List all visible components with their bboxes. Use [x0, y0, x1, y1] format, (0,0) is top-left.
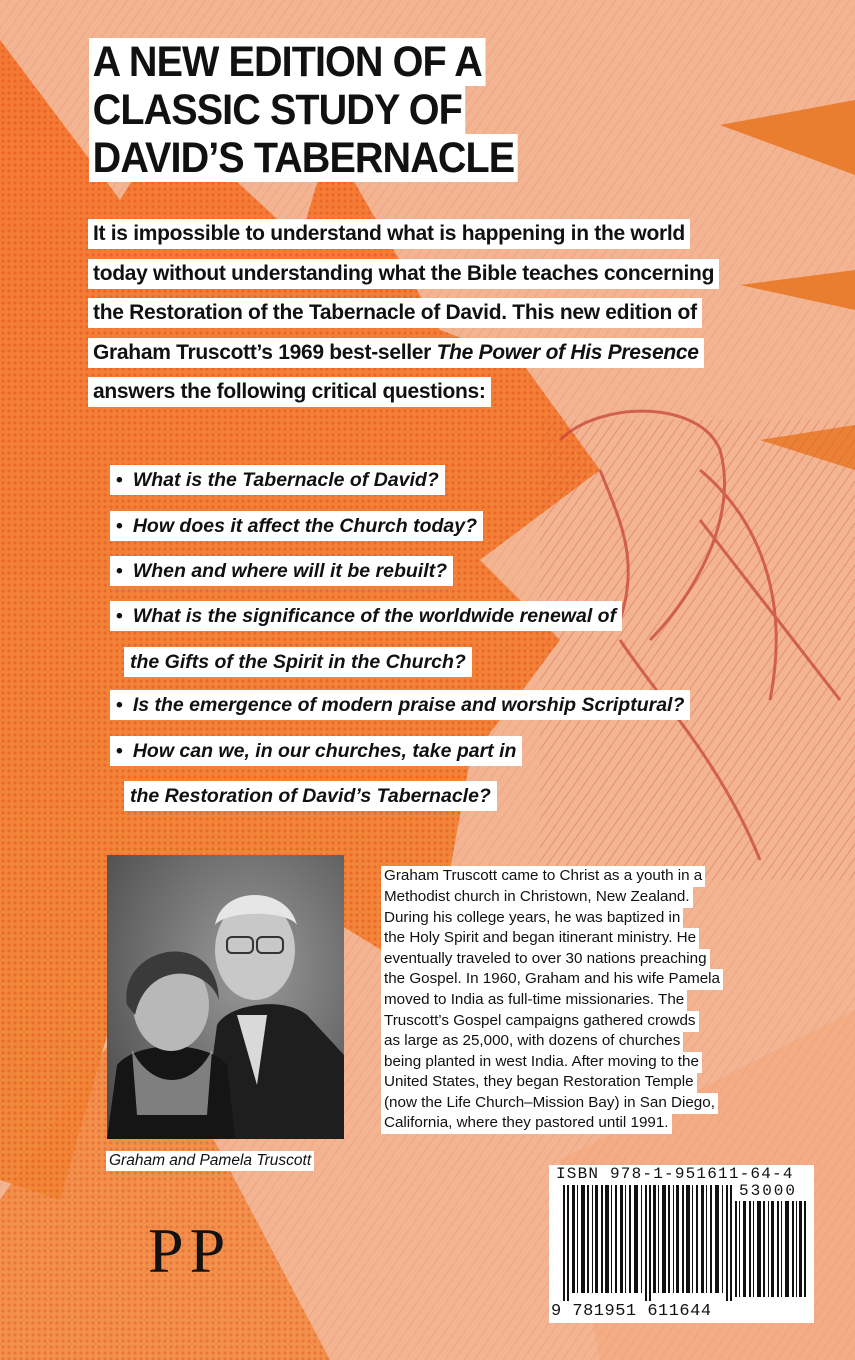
bio-line-9: as large as 25,000, with dozens of churches	[381, 1031, 683, 1052]
question-1	[110, 465, 445, 495]
bio-line-6: the Gospel. In 1960, Graham and his wife Pamela	[381, 969, 723, 990]
bio-line-5: eventually traveled to over 30 nations preaching	[381, 949, 710, 970]
bio-line-2: Methodist church in Christown, New Zealand.	[381, 887, 693, 908]
isbn-barcode	[549, 1165, 814, 1323]
question-2	[110, 511, 483, 541]
bullet-icon: •	[116, 560, 123, 582]
photo-caption: Graham and Pamela Truscott	[106, 1151, 314, 1171]
bio-line-7: moved to India as full-time missionaries. The	[381, 990, 687, 1011]
bio-line-8: Truscott’s Gospel campaigns gathered crowds	[381, 1011, 699, 1032]
bio-line-4: the Holy Spirit and began itinerant ministry. He	[381, 928, 699, 949]
barcode-bars	[563, 1185, 733, 1301]
question-text: Is the emergence of modern praise and worship Scriptural?	[132, 694, 685, 716]
question-6-continued: the Restoration of David’s Tabernacle?	[124, 781, 497, 811]
question-text: How does it affect the Church today?	[132, 515, 478, 537]
author-photo	[107, 855, 344, 1139]
price-barcode-bars	[735, 1201, 807, 1297]
question-4-continued: the Gifts of the Spirit in the Church?	[124, 647, 472, 677]
question-6	[110, 736, 522, 766]
bullet-icon: •	[116, 605, 123, 627]
bio-line-12: (now the Life Church–Mission Bay) in San Diego,	[381, 1093, 718, 1114]
question-text: What is the Tabernacle of David?	[132, 469, 439, 491]
bullet-icon: •	[116, 740, 123, 762]
intro-line-4-text: Graham Truscott’s 1969 best-seller	[93, 341, 437, 364]
question-text: When and where will it be rebuilt?	[132, 560, 448, 582]
bullet-icon: •	[116, 694, 123, 716]
headline-line-3: DAVID’S TABERNACLE	[89, 134, 518, 182]
publisher-logo: PP	[148, 1215, 232, 1286]
bio-line-13: California, where they pastored until 1991.	[381, 1113, 672, 1134]
isbn-number: ISBN 978-1-951611-64-4	[556, 1165, 794, 1183]
intro-line-1: It is impossible to understand what is happening in the world	[88, 219, 690, 249]
question-text: How can we, in our churches, take part in	[132, 740, 517, 762]
bio-line-11: United States, they began Restoration Temple	[381, 1072, 697, 1093]
question-4	[110, 601, 622, 631]
bio-line-3: During his college years, he was baptized in	[381, 908, 683, 929]
ean-digits: 9 781951 611644	[551, 1302, 712, 1321]
headline-line-1: A NEW EDITION OF A	[89, 38, 486, 86]
bio-line-1: Graham Truscott came to Christ as a youth in a	[381, 866, 705, 887]
intro-line-5: answers the following critical questions:	[88, 377, 491, 407]
price-code: 53000	[739, 1182, 798, 1200]
book-title: The Power of His Presence	[436, 341, 699, 364]
intro-line-4	[88, 338, 704, 368]
question-text: What is the significance of the worldwide renewal of	[132, 605, 617, 627]
question-3	[110, 556, 453, 586]
bullet-icon: •	[116, 469, 123, 491]
bullet-icon: •	[116, 515, 123, 537]
intro-line-3: the Restoration of the Tabernacle of David. This new edition of	[88, 298, 702, 328]
bio-line-10: being planted in west India. After moving to the	[381, 1052, 702, 1073]
intro-line-2: today without understanding what the Bible teaches concerning	[88, 259, 719, 289]
headline-line-2: CLASSIC STUDY OF	[89, 86, 466, 134]
question-5	[110, 690, 690, 720]
